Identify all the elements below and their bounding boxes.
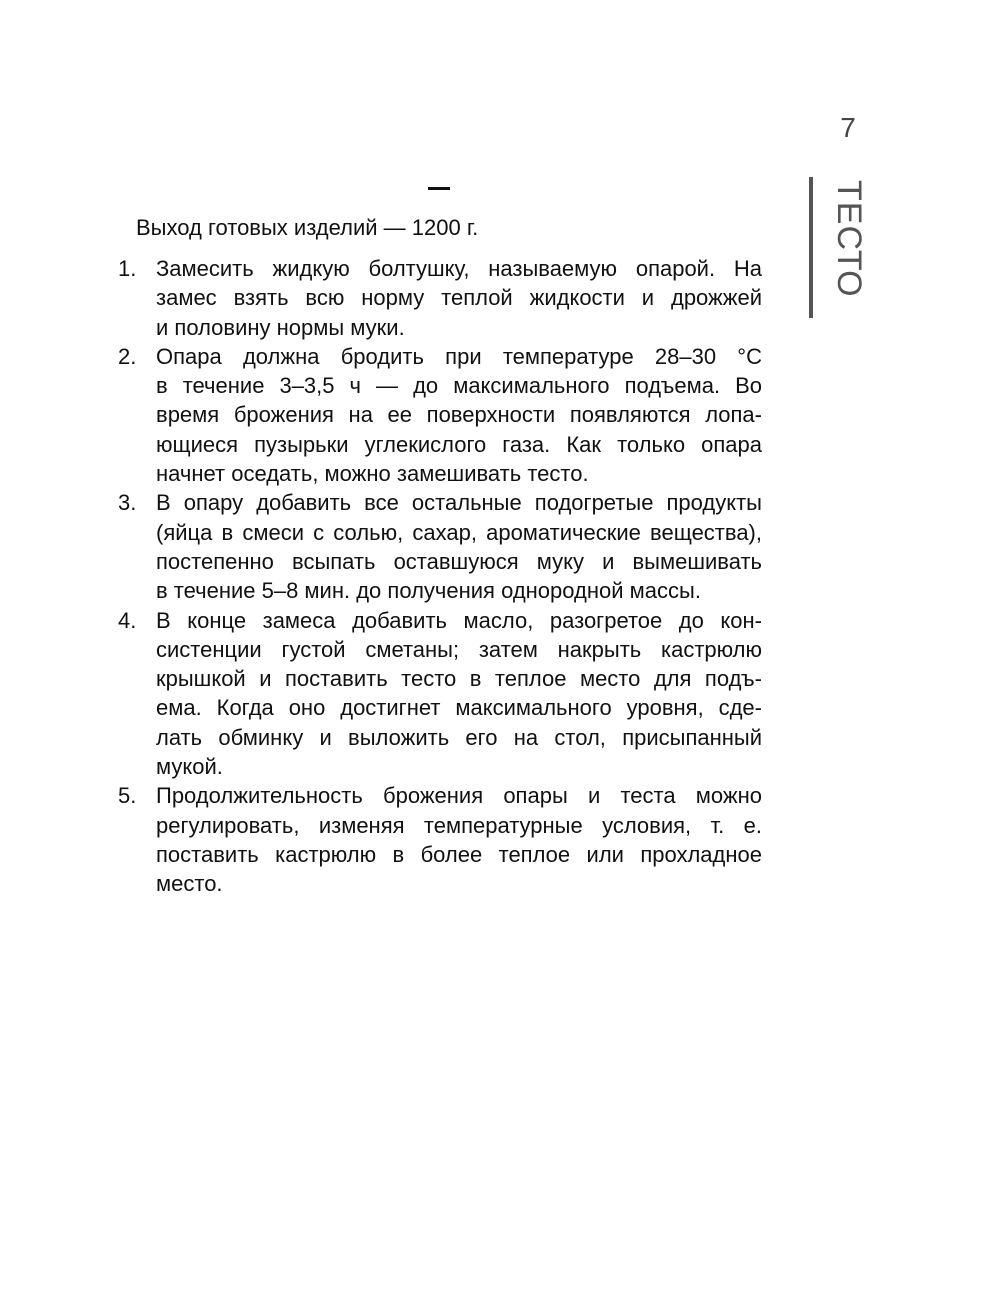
step-text-line: ющиеся пузырьки углекислого газа. Как только опара [156, 431, 762, 457]
step-text-line: регулировать, изменяя температурные условия, т. е. [156, 812, 762, 838]
step-text-line: начнет оседать, можно замешивать тесто. [156, 461, 589, 487]
step-text-line: в течение 3–3,5 ч — до максимального подъема. Во [156, 373, 762, 399]
yield-line: Выход готовых изделий — 1200 г. [136, 215, 479, 240]
step-text-line: Замесить жидкую болтушку, называемую опарой. На [156, 256, 762, 281]
list-item [118, 254, 762, 342]
list-item [118, 781, 762, 898]
step-text-line: крышкой и поставить тесто в теплое место для подъ- [156, 666, 762, 692]
list-item [118, 488, 762, 605]
steps-list [118, 254, 762, 899]
step-text-line: замес взять всю норму теплой жидкости и дрожжей [156, 285, 762, 311]
step-text-line: в течение 5–8 мин. до получения однородной массы. [156, 578, 701, 604]
step-text-line: В конце замеса добавить масло, разогретое до кон- [156, 607, 762, 633]
step-text-line: Продолжительность брожения опары и теста можно [156, 783, 762, 809]
step-number: 2. [118, 343, 137, 369]
step-number: 5. [118, 783, 137, 809]
step-text-line: и половину нормы муки. [156, 314, 405, 340]
step-number: 4. [118, 607, 137, 633]
step-text-line: В опару добавить все остальные подогретые продукты [156, 490, 762, 516]
step-text-line: систенции густой сметаны; затем накрыть кастрюлю [156, 636, 762, 662]
step-number: 1. [118, 256, 137, 281]
section-rule [809, 177, 813, 318]
step-text-line: постепенно всыпать оставшуюся муку и вымешивать [156, 548, 762, 574]
step-text-line: Опара должна бродить при температуре 28–30 °С [156, 343, 762, 369]
step-text-line: поставить кастрюлю в более теплое или прохладное [156, 841, 762, 867]
step-text-line: время брожения на ее поверхности появляются лопа- [156, 402, 762, 428]
step-text-line: место. [156, 871, 223, 897]
section-title: ТЕСТО [830, 180, 868, 298]
step-text-line: (яйца в смеси с солью, сахар, ароматические вещества), [156, 519, 762, 545]
step-text-line: ема. Когда оно достигнет максимального уровня, сде- [156, 695, 762, 721]
list-item [118, 342, 762, 488]
step-number: 3. [118, 490, 137, 516]
step-text-line: лать обминку и выложить его на стол, присыпанный [156, 724, 762, 750]
page-number: 7 [840, 112, 856, 143]
list-item [118, 606, 762, 782]
step-text-line: мукой. [156, 754, 223, 780]
dash-mark [428, 187, 450, 190]
